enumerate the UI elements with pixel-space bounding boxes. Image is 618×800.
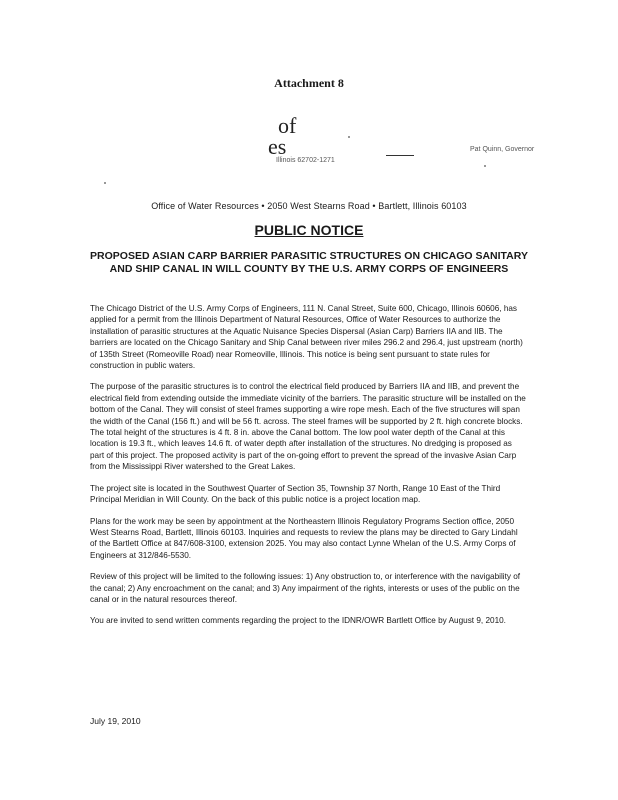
paragraph-applicant: The Chicago District of the U.S. Army Corps of Engineers, 111 N. Canal Street, Suite 600, Chicago, Illinois 60606, has applied for a permit from the Illinois Department of Natural Resources, Office of Water Resources to authorize the installation of parasitic structures at the Aquatic Nuisance Species Dispersal (Asian Carp) Barriers IIA and IIB. The barriers are located on the Chicago Sanitary and Ship Canal between river miles 296.2 and 296.4, just upstream (north) of 135th Street (Romeoville Road) near Romeoville, Illinois. This notice is being sent pursuant to state rules for construction in public waters.	[90, 304, 523, 371]
notice-body	[90, 303, 526, 637]
office-address-line: Office of Water Resources • 2050 West Stearns Road • Bartlett, Illinois 60103	[151, 201, 467, 211]
scan-speck	[484, 165, 486, 167]
scan-speck	[104, 182, 106, 184]
paragraph-purpose: The purpose of the parasitic structures is to control the electrical field produced by Barriers IIA and IIB, and prevent the electrical field from extending outside the immediate vicinity of the barriers. The parasitic structure will be installed on the bottom of the Canal. They will consist of steel frames supporting a wire rope mesh. Each of the five structures will span the width of the Canal (156 ft.) and will be 56 ft. across. The steel frames will be supported by 2 ft. high concrete blocks. The total height of the structures is 4 ft. 8 in. above the Canal bottom. The low pool water depth of the Canal at this location is 19.3 ft., which leaves 14.6 ft. of water depth after installation of the structures. No dredging is proposed as part of this project. The proposed activity is part of the on-going effort to prevent the spread of the invasive Asian Carp from the Mississippi River watershed to the Great Lakes.	[90, 382, 526, 472]
paragraph-review: Review of this project will be limited to the following issues: 1) Any obstruction to, or interference with the navigability of the canal; 2) Any encroachment on the canal; and 3) Any impairment of the rights, interests or uses of the public on the canal or in the natural resources thereof.	[90, 572, 521, 604]
paragraph-plans: Plans for the work may be seen by appointment at the Northeastern Illinois Regulatory Programs Section office, 2050 West Stearns Road, Bartlett, Illinois 60103. Inquiries and requests to review the plans may be directed to Gary Lindahl of the Bartlett Office at 847/608-3100, extension 2025. You may also contact Lynne Whelan of the U.S. Army Corps of Engineers at 312/846-5530.	[90, 516, 518, 560]
letterhead-fragment-es: es	[268, 134, 287, 159]
paragraph-location: The project site is located in the Southwest Quarter of Section 35, Township 37 North, Range 10 East of the Third Principal Meridian in Will County. On the back of this public notice is a project location map.	[90, 483, 501, 505]
attachment-label: Attachment 8	[274, 76, 344, 90]
notice-date: July 19, 2010	[90, 716, 141, 726]
letterhead-fragment-of: of	[278, 113, 297, 138]
letterhead-governor: Pat Quinn, Governor	[470, 146, 535, 153]
paragraph-comments: You are invited to send written comments regarding the project to the IDNR/OWR Bartlett Office by August 9, 2010.	[90, 616, 506, 626]
notice-headline: PROPOSED ASIAN CARP BARRIER PARASITIC STRUCTURES ON CHICAGO SANITARY AND SHIP CANAL IN WILL COUNTY BY THE U.S. ARMY CORPS OF ENGINEERS	[90, 250, 528, 275]
letterhead-rule	[386, 155, 414, 156]
scan-speck	[348, 136, 350, 138]
letterhead-address: Illinois 62702-1271	[276, 157, 335, 164]
notice-title: PUBLIC NOTICE	[254, 222, 364, 238]
